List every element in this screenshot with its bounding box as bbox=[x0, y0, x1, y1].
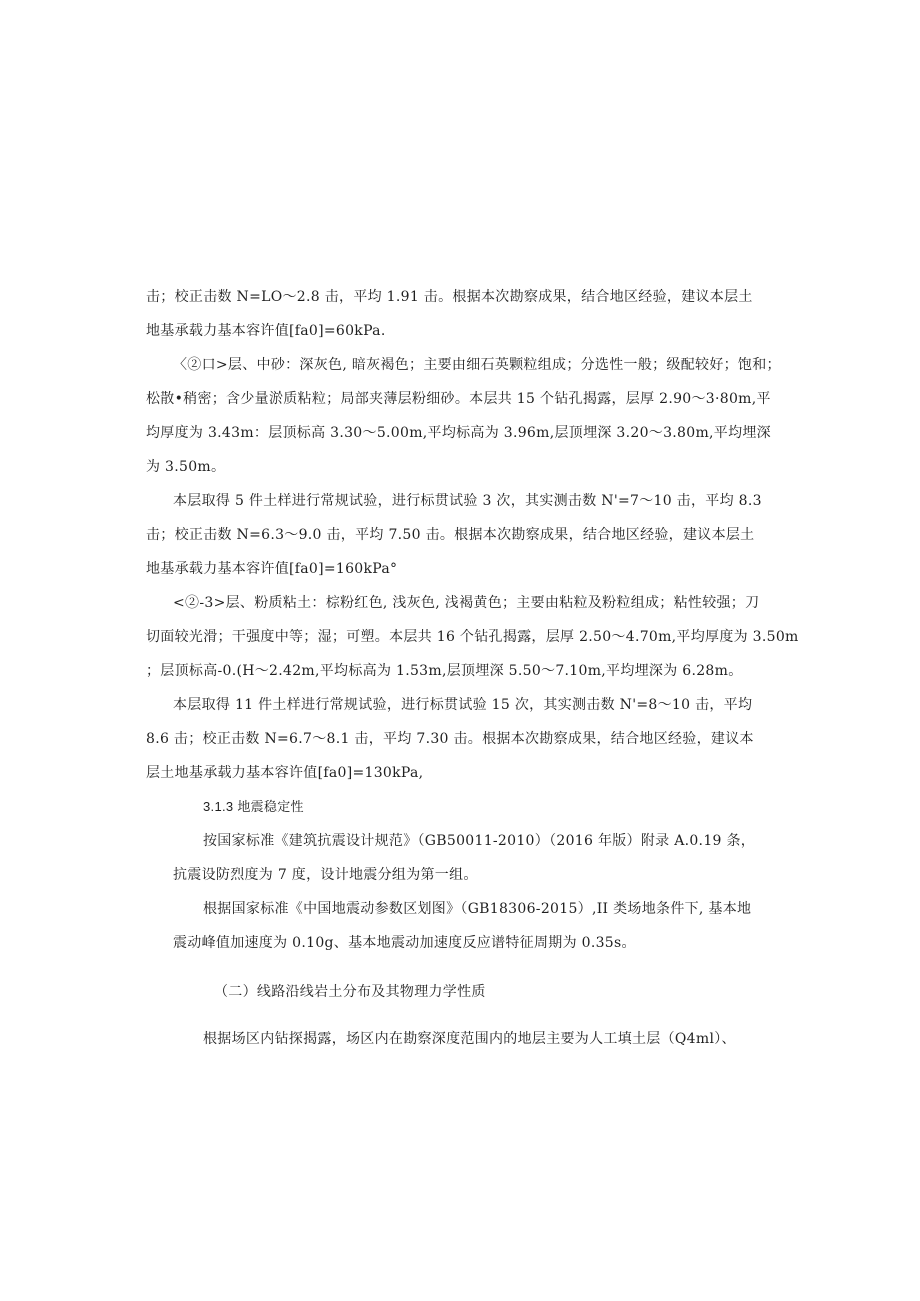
text-line: 击；校正击数 N=LO～2.8 击，平均 1.91 击。根据本次勘察成果，结合地区经验，建议本层土 bbox=[146, 289, 753, 305]
text-line: 地基承载力基本容许值[fa0]=60kPa. bbox=[146, 323, 386, 339]
text-line: 震动峰值加速度为 0.10g、基本地震动加速度反应谱特征周期为 0.35s。 bbox=[173, 935, 636, 951]
text-line: 松散•稍密；含少量淤质粘粒；局部夹薄层粉细砂。本层共 15 个钻孔揭露，层厚 2.90～3·80m,平 bbox=[146, 391, 771, 407]
text-line: 地基承载力基本容许值[fa0]=160kPa° bbox=[146, 561, 398, 577]
text-line: 抗震设防烈度为 7 度，设计地震分组为第一组。 bbox=[173, 867, 478, 883]
text-line: 均厚度为 3.43m：层顶标高 3.30～5.00m,平均标高为 3.96m,层顶埋深 3.20～3.80m,平均埋深 bbox=[146, 425, 771, 441]
text-line: <②-3>层、粉质粘土：棕粉红色, 浅灰色, 浅褐黄色；主要由粘粒及粉粒组成；粘性较强；刀 bbox=[173, 595, 760, 611]
text-line: ；层顶标高-0.(H～2.42m,平均标高为 1.53m,层顶埋深 5.50～7.10m,平均埋深为 6.28m。 bbox=[146, 663, 743, 679]
text-line: 本层取得 5 件土样进行常规试验，进行标贯试验 3 次，其实测击数 N'=7～10 击，平均 8.3 bbox=[173, 493, 762, 509]
text-line: 本层取得 11 件土样进行常规试验，进行标贯试验 15 次，其实测击数 N'=8～10 击，平均 bbox=[173, 697, 753, 713]
text-line: 8.6 击；校正击数 N=6.7～8.1 击，平均 7.30 击。根据本次勘察成果，结合地区经验，建议本 bbox=[146, 731, 754, 747]
text-line: 按国家标准《建筑抗震设计规范》（GB50011-2010）（2016 年版）附录 A.0.19 条， bbox=[203, 833, 756, 849]
section-heading: （二）线路沿线岩土分布及其物理力学性质 bbox=[214, 983, 486, 999]
text-line: 〈②口>层、中砂：深灰色, 暗灰褐色；主要由细石英颗粒组成；分选性一般；级配较好；饱和； bbox=[173, 357, 781, 373]
text-line: 击；校正击数 N=6.3～9.0 击，平均 7.50 击。根据本次勘察成果，结合地区经验，建议本层土 bbox=[146, 527, 755, 543]
text-line: 切面较光滑；干强度中等；湿；可塑。本层共 16 个钻孔揭露，层厚 2.50～4.70m,平均厚度为 3.50m bbox=[146, 629, 799, 645]
text-line: 层土地基承载力基本容许值[fa0]=130kPa, bbox=[146, 765, 424, 781]
text-line: 为 3.50m。 bbox=[146, 459, 226, 475]
section-heading: 3.1.3 地震稳定性 bbox=[203, 799, 304, 814]
text-line: 根据国家标准《中国地震动参数区划图》（GB18306-2015）,II 类场地条件下, 基本地 bbox=[203, 901, 752, 917]
text-line: 根据场区内钻探揭露，场区内在勘察深度范围内的地层主要为人工填土层（Q4ml）、 bbox=[203, 1031, 736, 1047]
